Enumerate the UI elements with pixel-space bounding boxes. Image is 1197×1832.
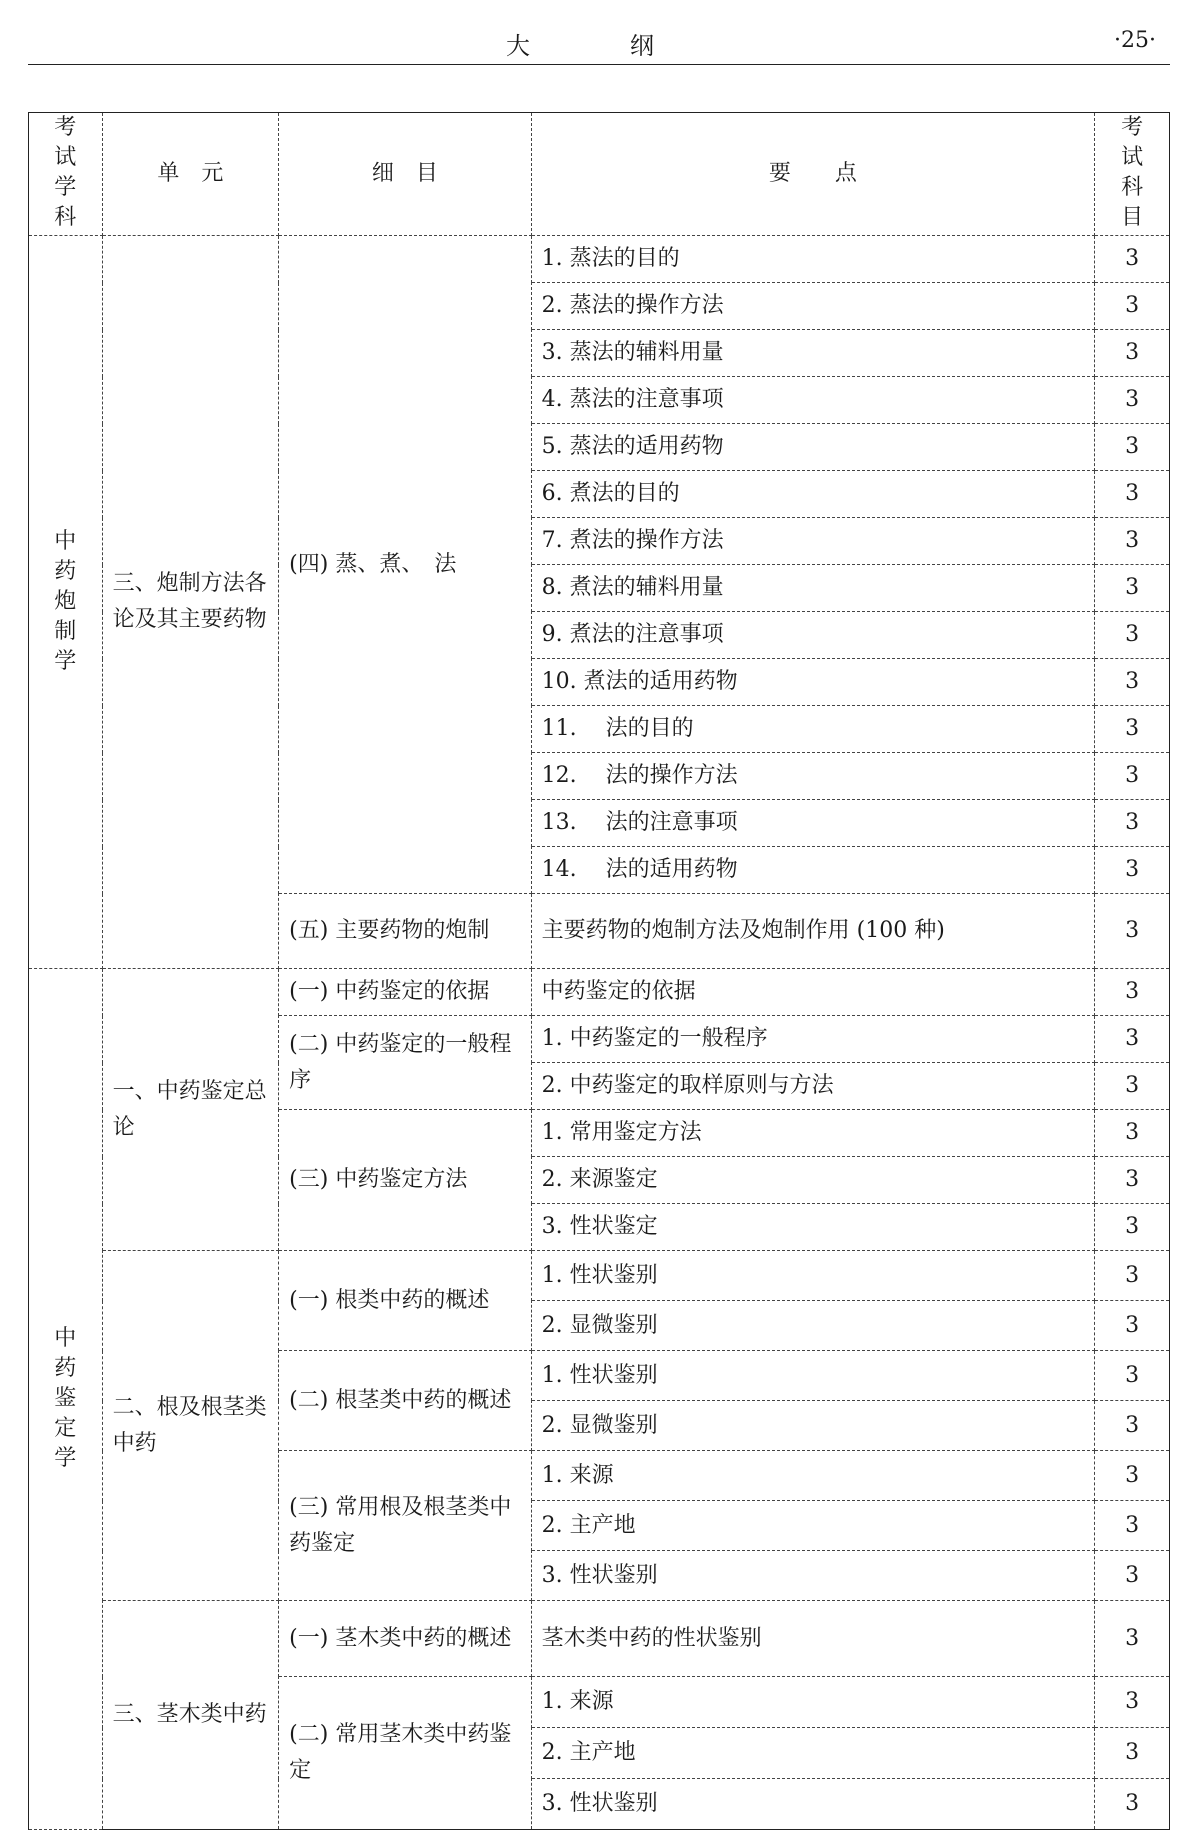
point-cell: 3. 性状鉴别 bbox=[531, 1551, 1094, 1601]
header-key-points: 要 点 bbox=[531, 113, 1094, 236]
level-cell: 3 bbox=[1095, 753, 1170, 800]
level-cell: 3 bbox=[1095, 1677, 1170, 1728]
subject-cell: 中药鉴定学 bbox=[29, 969, 103, 1830]
point-cell: 中药鉴定的依据 bbox=[531, 969, 1094, 1016]
point-cell: 8. 煮法的辅料用量 bbox=[531, 565, 1094, 612]
level-cell: 3 bbox=[1095, 1063, 1170, 1110]
point-cell: 2. 显微鉴别 bbox=[531, 1401, 1094, 1451]
level-cell: 3 bbox=[1095, 847, 1170, 894]
point-cell: 3. 蒸法的辅料用量 bbox=[531, 330, 1094, 377]
level-cell: 3 bbox=[1095, 471, 1170, 518]
detail-cell: (二) 中药鉴定的一般程序 bbox=[279, 1016, 532, 1110]
table-header-row bbox=[29, 113, 1170, 236]
detail-cell: (二) 常用茎木类中药鉴定 bbox=[279, 1677, 532, 1830]
syllabus-table bbox=[28, 112, 1170, 1830]
point-cell: 5. 蒸法的适用药物 bbox=[531, 424, 1094, 471]
level-cell: 3 bbox=[1095, 424, 1170, 471]
point-cell: 2. 蒸法的操作方法 bbox=[531, 283, 1094, 330]
level-cell: 3 bbox=[1095, 330, 1170, 377]
unit-cell: 三、茎木类中药 bbox=[102, 1601, 279, 1830]
level-cell: 3 bbox=[1095, 1204, 1170, 1251]
level-cell: 3 bbox=[1095, 1016, 1170, 1063]
detail-cell: (二) 根茎类中药的概述 bbox=[279, 1351, 532, 1451]
level-cell: 3 bbox=[1095, 283, 1170, 330]
level-cell: 3 bbox=[1095, 706, 1170, 753]
detail-cell: (一) 茎木类中药的概述 bbox=[279, 1601, 532, 1677]
page-number: ·25· bbox=[1114, 28, 1156, 53]
level-cell: 3 bbox=[1095, 377, 1170, 424]
point-cell: 10. 煮法的适用药物 bbox=[531, 659, 1094, 706]
point-cell: 4. 蒸法的注意事项 bbox=[531, 377, 1094, 424]
page-title: 大 纲 bbox=[506, 32, 692, 60]
header-subject: 考试学科 bbox=[29, 113, 103, 236]
level-cell: 3 bbox=[1095, 1779, 1170, 1830]
header-exam-level: 考试科目 bbox=[1095, 113, 1170, 236]
level-cell: 3 bbox=[1095, 894, 1170, 969]
point-cell: 1. 来源 bbox=[531, 1677, 1094, 1728]
detail-cell: (一) 根类中药的概述 bbox=[279, 1251, 532, 1351]
point-cell: 14. 法的适用药物 bbox=[531, 847, 1094, 894]
level-cell: 3 bbox=[1095, 659, 1170, 706]
table-row bbox=[29, 1251, 1170, 1301]
level-cell: 3 bbox=[1095, 1301, 1170, 1351]
point-cell: 1. 性状鉴别 bbox=[531, 1251, 1094, 1301]
point-cell: 7. 煮法的操作方法 bbox=[531, 518, 1094, 565]
level-cell: 3 bbox=[1095, 1110, 1170, 1157]
point-cell: 2. 显微鉴别 bbox=[531, 1301, 1094, 1351]
level-cell: 3 bbox=[1095, 969, 1170, 1016]
detail-cell: (一) 中药鉴定的依据 bbox=[279, 969, 532, 1016]
level-cell: 3 bbox=[1095, 1401, 1170, 1451]
level-cell: 3 bbox=[1095, 236, 1170, 283]
level-cell: 3 bbox=[1095, 800, 1170, 847]
point-cell: 茎木类中药的性状鉴别 bbox=[531, 1601, 1094, 1677]
unit-cell: 三、炮制方法各论及其主要药物 bbox=[102, 236, 279, 969]
header-unit: 单 元 bbox=[102, 113, 279, 236]
level-cell: 3 bbox=[1095, 1157, 1170, 1204]
level-cell: 3 bbox=[1095, 565, 1170, 612]
unit-cell: 一、中药鉴定总论 bbox=[102, 969, 279, 1251]
point-cell: 1. 性状鉴别 bbox=[531, 1351, 1094, 1401]
detail-cell: (五) 主要药物的炮制 bbox=[279, 894, 532, 969]
subject-cell: 中药炮制学 bbox=[29, 236, 103, 969]
level-cell: 3 bbox=[1095, 1601, 1170, 1677]
level-cell: 3 bbox=[1095, 518, 1170, 565]
point-cell: 2. 主产地 bbox=[531, 1728, 1094, 1779]
level-cell: 3 bbox=[1095, 612, 1170, 659]
point-cell: 3. 性状鉴定 bbox=[531, 1204, 1094, 1251]
point-cell: 12. 法的操作方法 bbox=[531, 753, 1094, 800]
table-row bbox=[29, 1601, 1170, 1677]
level-cell: 3 bbox=[1095, 1551, 1170, 1601]
point-cell: 3. 性状鉴别 bbox=[531, 1779, 1094, 1830]
point-cell: 11. 法的目的 bbox=[531, 706, 1094, 753]
point-cell: 1. 蒸法的目的 bbox=[531, 236, 1094, 283]
header-detail: 细 目 bbox=[279, 113, 532, 236]
table-row bbox=[29, 969, 1170, 1016]
point-cell: 6. 煮法的目的 bbox=[531, 471, 1094, 518]
point-cell: 主要药物的炮制方法及炮制作用 (100 种) bbox=[531, 894, 1094, 969]
point-cell: 1. 常用鉴定方法 bbox=[531, 1110, 1094, 1157]
page-header bbox=[28, 18, 1170, 65]
point-cell: 2. 来源鉴定 bbox=[531, 1157, 1094, 1204]
level-cell: 3 bbox=[1095, 1451, 1170, 1501]
point-cell: 2. 中药鉴定的取样原则与方法 bbox=[531, 1063, 1094, 1110]
table-row bbox=[29, 236, 1170, 283]
detail-cell: (四) 蒸、煮、 法 bbox=[279, 236, 532, 894]
detail-cell: (三) 中药鉴定方法 bbox=[279, 1110, 532, 1251]
level-cell: 3 bbox=[1095, 1501, 1170, 1551]
level-cell: 3 bbox=[1095, 1251, 1170, 1301]
level-cell: 3 bbox=[1095, 1351, 1170, 1401]
point-cell: 1. 中药鉴定的一般程序 bbox=[531, 1016, 1094, 1063]
level-cell: 3 bbox=[1095, 1728, 1170, 1779]
unit-cell: 二、根及根茎类中药 bbox=[102, 1251, 279, 1601]
point-cell: 9. 煮法的注意事项 bbox=[531, 612, 1094, 659]
point-cell: 13. 法的注意事项 bbox=[531, 800, 1094, 847]
point-cell: 1. 来源 bbox=[531, 1451, 1094, 1501]
point-cell: 2. 主产地 bbox=[531, 1501, 1094, 1551]
detail-cell: (三) 常用根及根茎类中药鉴定 bbox=[279, 1451, 532, 1601]
